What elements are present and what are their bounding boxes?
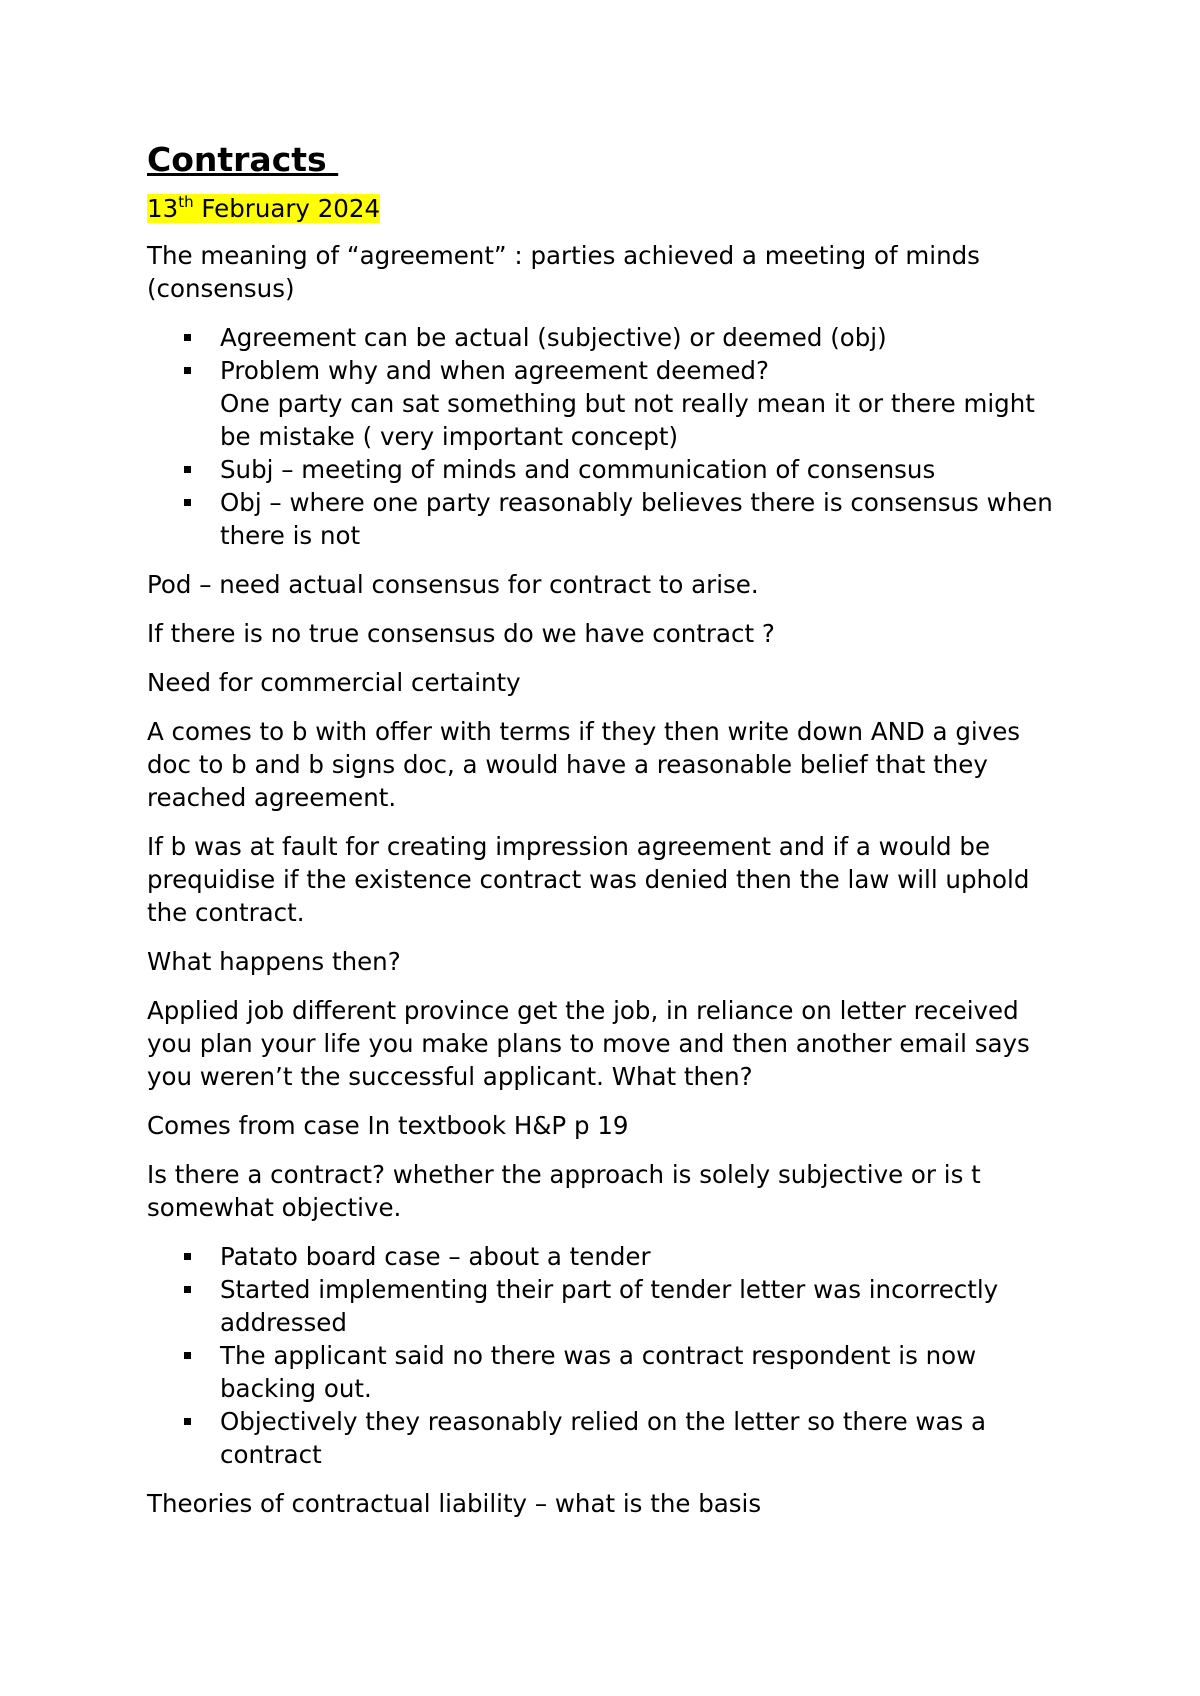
square-bullet-icon <box>184 367 191 374</box>
list-item <box>147 321 1067 354</box>
paragraph: What happens then? <box>147 947 401 976</box>
list-item-text: Objectively they reasonably relied on the letter so there was a contract <box>220 1407 987 1469</box>
paragraph: Is there a contract? whether the approach is solely subjective or is t somewhat objective. <box>147 1160 981 1222</box>
list-item-text: Patato board case – about a tender <box>220 1242 651 1271</box>
date-line <box>147 192 1067 225</box>
date-day: 13 <box>147 194 179 223</box>
paragraph: Comes from case In textbook H&P p 19 <box>147 1111 629 1140</box>
list-item <box>147 486 1067 552</box>
document-page <box>147 138 1067 1536</box>
paragraph-group-1 <box>147 568 1067 1224</box>
square-bullet-icon <box>184 1253 191 1260</box>
list-item-text: Problem why and when agreement deemed? <box>220 356 769 385</box>
list-item <box>147 453 1067 486</box>
paragraph: Theories of contractual liability – what is the basis <box>147 1489 762 1518</box>
square-bullet-icon <box>184 1286 191 1293</box>
document-title: Contracts <box>147 140 339 179</box>
date-suffix: th <box>178 193 194 211</box>
square-bullet-icon <box>184 466 191 473</box>
list-item-text: Obj – where one party reasonably believes there is consensus when there is not <box>220 488 1053 550</box>
square-bullet-icon <box>184 499 191 506</box>
list-item-text: The applicant said no there was a contract respondent is now backing out. <box>220 1341 977 1403</box>
square-bullet-icon <box>184 1352 191 1359</box>
list-item-text: Subj – meeting of minds and communication of consensus <box>220 455 936 484</box>
list-item <box>147 1339 1067 1405</box>
list-item <box>147 1405 1067 1471</box>
date-highlight <box>147 194 380 223</box>
date-rest: February 2024 <box>193 194 381 223</box>
bullet-list-2 <box>147 1240 1067 1471</box>
intro-paragraph: The meaning of “agreement” : parties achieved a meeting of minds (consensus) <box>147 241 980 303</box>
paragraph-group-2 <box>147 1487 1067 1520</box>
square-bullet-icon <box>184 334 191 341</box>
list-item-text: Started implementing their part of tender letter was incorrectly addressed <box>220 1275 999 1337</box>
list-item <box>147 354 1067 453</box>
list-item <box>147 1240 1067 1273</box>
paragraph: Pod – need actual consensus for contract to arise. <box>147 570 759 599</box>
paragraph: A comes to b with offer with terms if they then write down AND a gives doc to b and b signs doc, a would have a reasonable belief that they reached agreement. <box>147 717 1021 812</box>
bullet-list-1 <box>147 321 1067 552</box>
paragraph: Applied job different province get the job, in reliance on letter received you plan your life you make plans to move and then another email says you weren’t the successful applicant. What then? <box>147 996 1030 1091</box>
paragraph: If b was at fault for creating impression agreement and if a would be prequidise if the existence contract was denied then the law will uphold the contract. <box>147 832 1030 927</box>
list-item <box>147 1273 1067 1339</box>
square-bullet-icon <box>184 1418 191 1425</box>
list-item-text: Agreement can be actual (subjective) or deemed (obj) <box>220 323 887 352</box>
paragraph: If there is no true consensus do we have contract ? <box>147 619 775 648</box>
list-item-text: One party can sat something but not really mean it or there might be mistake ( very important concept) <box>220 389 1035 451</box>
paragraph: Need for commercial certainty <box>147 668 521 697</box>
